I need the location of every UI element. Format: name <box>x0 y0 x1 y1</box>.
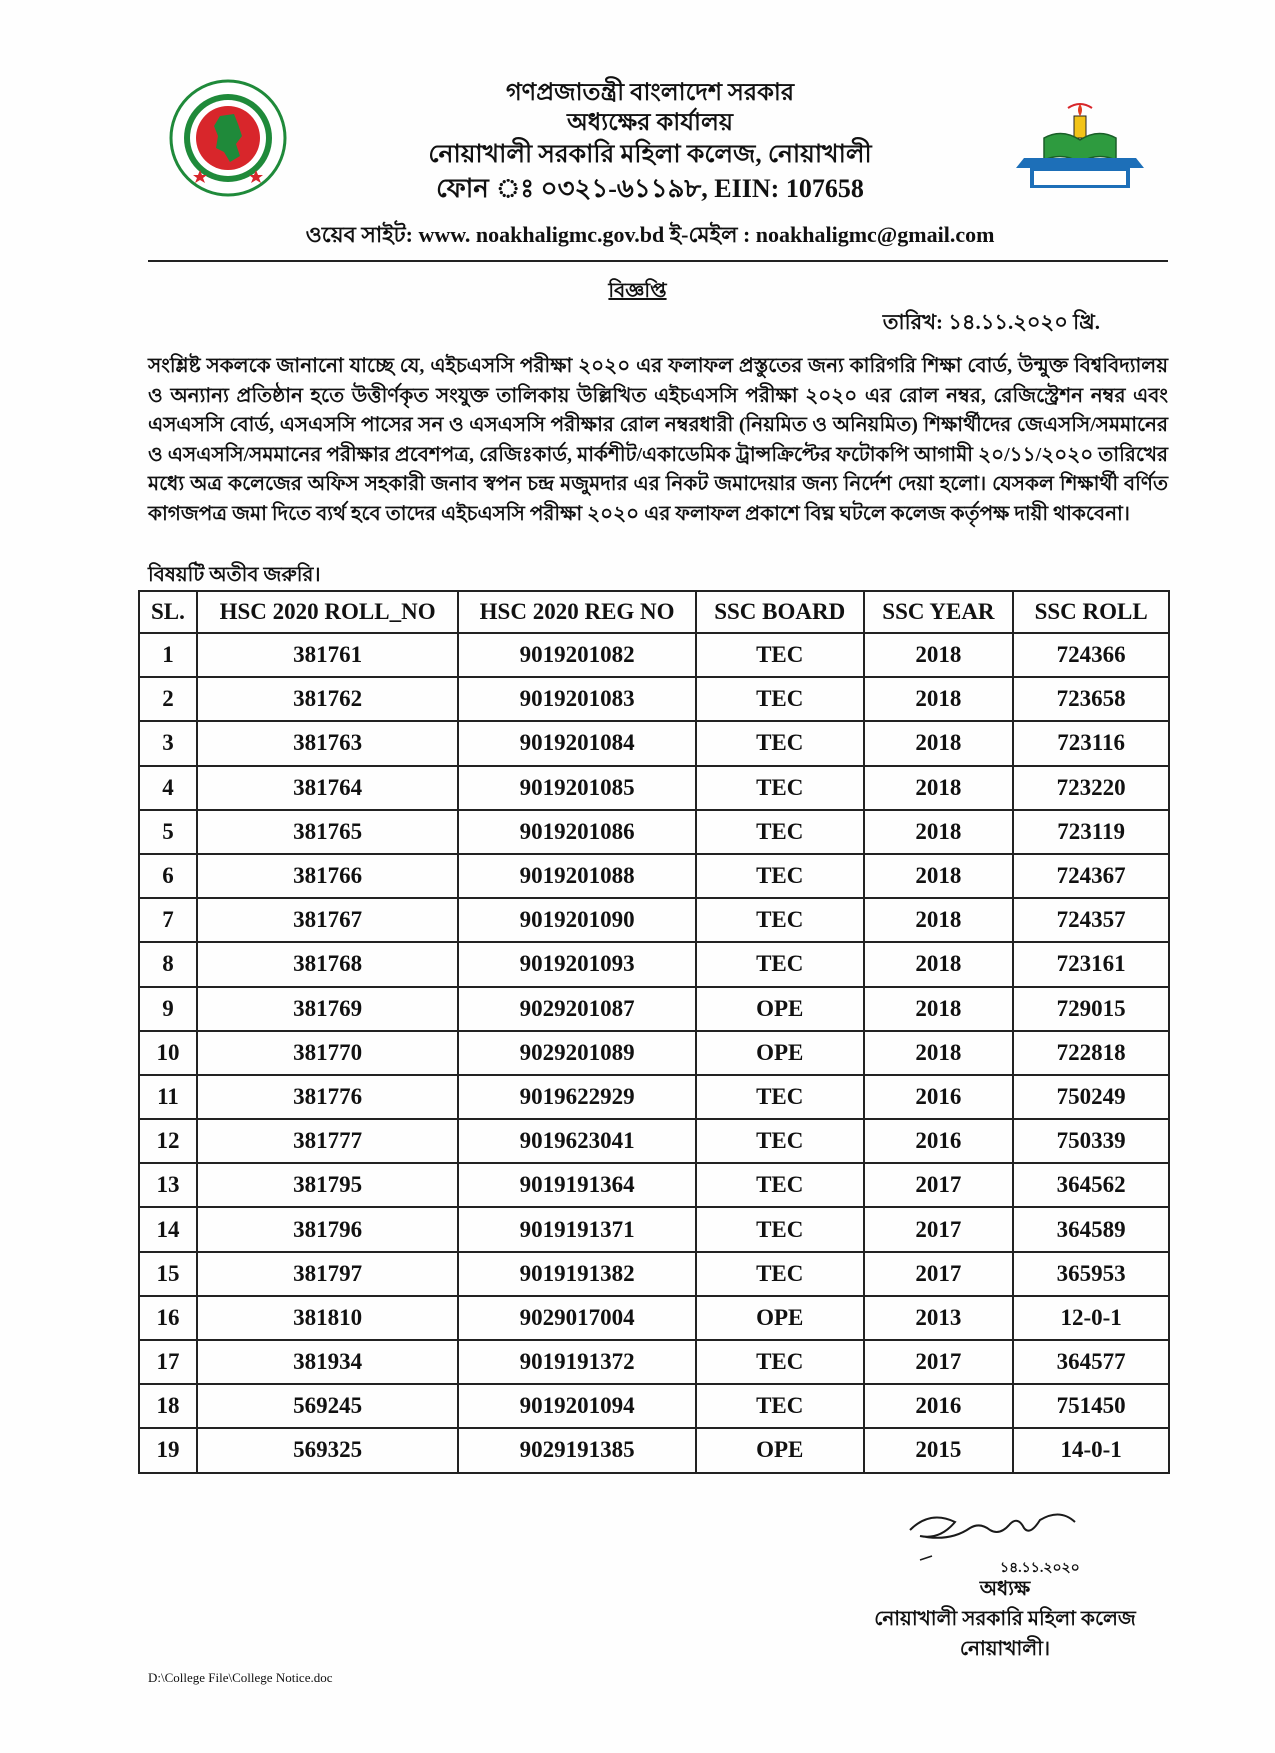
table-body <box>139 633 1169 1473</box>
government-name: গণপ্রজাতন্ত্রী বাংলাদেশ সরকার <box>505 80 795 106</box>
table-row <box>139 1031 1169 1075</box>
letterhead-text <box>300 78 1000 206</box>
table-row <box>139 1075 1169 1119</box>
cell-hsc-roll: 381777 <box>197 1119 458 1163</box>
cell-ssc-year: 2017 <box>864 1207 1014 1251</box>
cell-hsc-reg: 9029017004 <box>458 1296 696 1340</box>
cell-ssc-roll: 365953 <box>1013 1252 1169 1296</box>
cell-ssc-year: 2013 <box>864 1296 1014 1340</box>
cell-sl: 9 <box>139 987 197 1031</box>
cell-hsc-roll: 381776 <box>197 1075 458 1119</box>
cell-ssc-roll: 723220 <box>1013 766 1169 810</box>
cell-ssc-year: 2018 <box>864 854 1014 898</box>
signature-date: ১৪.১১.২০২০ <box>1000 1561 1080 1576</box>
cell-sl: 17 <box>139 1340 197 1384</box>
cell-ssc-year: 2018 <box>864 898 1014 942</box>
table-row <box>139 1119 1169 1163</box>
cell-sl: 15 <box>139 1252 197 1296</box>
cell-hsc-roll: 381763 <box>197 721 458 765</box>
cell-hsc-reg: 9019622929 <box>458 1075 696 1119</box>
cell-hsc-roll: 381769 <box>197 987 458 1031</box>
table-row <box>139 633 1169 677</box>
table-row <box>139 1207 1169 1251</box>
cell-hsc-reg: 9019201088 <box>458 854 696 898</box>
cell-ssc-board: TEC <box>696 1340 864 1384</box>
table-row <box>139 1340 1169 1384</box>
cell-ssc-year: 2018 <box>864 766 1014 810</box>
phone-eiin: ফোন ঃ ০৩২১-৬১১৯৮, EIIN: 107658 <box>436 174 864 203</box>
cell-hsc-reg: 9019191371 <box>458 1207 696 1251</box>
cell-ssc-roll: 364577 <box>1013 1340 1169 1384</box>
cell-hsc-roll: 381810 <box>197 1296 458 1340</box>
cell-ssc-board: OPE <box>696 1031 864 1075</box>
cell-ssc-board: OPE <box>696 1428 864 1472</box>
cell-ssc-board: TEC <box>696 1075 864 1119</box>
cell-sl: 16 <box>139 1296 197 1340</box>
col-ssc-year: SSC YEAR <box>864 591 1014 633</box>
cell-ssc-year: 2016 <box>864 1384 1014 1428</box>
cell-ssc-board: TEC <box>696 810 864 854</box>
cell-hsc-roll: 381764 <box>197 766 458 810</box>
cell-ssc-board: OPE <box>696 1296 864 1340</box>
cell-sl: 18 <box>139 1384 197 1428</box>
cell-ssc-board: TEC <box>696 1252 864 1296</box>
table-row <box>139 721 1169 765</box>
cell-hsc-roll: 381765 <box>197 810 458 854</box>
cell-ssc-roll: 12-0-1 <box>1013 1296 1169 1340</box>
cell-sl: 3 <box>139 721 197 765</box>
cell-hsc-reg: 9029191385 <box>458 1428 696 1472</box>
cell-ssc-roll: 723119 <box>1013 810 1169 854</box>
cell-ssc-roll: 722818 <box>1013 1031 1169 1075</box>
office-name: অধ্যক্ষের কার্যালয় <box>566 110 734 136</box>
cell-ssc-roll: 724366 <box>1013 633 1169 677</box>
college-logo-icon <box>1010 98 1150 198</box>
cell-sl: 4 <box>139 766 197 810</box>
cell-ssc-roll: 729015 <box>1013 987 1169 1031</box>
cell-hsc-roll: 381797 <box>197 1252 458 1296</box>
cell-hsc-reg: 9019191382 <box>458 1252 696 1296</box>
cell-hsc-roll: 381762 <box>197 677 458 721</box>
cell-sl: 14 <box>139 1207 197 1251</box>
cell-ssc-board: TEC <box>696 633 864 677</box>
cell-ssc-year: 2018 <box>864 721 1014 765</box>
cell-hsc-reg: 9019201086 <box>458 810 696 854</box>
student-table <box>138 590 1170 1474</box>
cell-sl: 7 <box>139 898 197 942</box>
cell-hsc-reg: 9029201087 <box>458 987 696 1031</box>
cell-hsc-reg: 9019201082 <box>458 633 696 677</box>
file-path: D:\College File\College Notice.doc <box>148 1670 333 1685</box>
cell-hsc-roll: 381767 <box>197 898 458 942</box>
cell-ssc-board: TEC <box>696 766 864 810</box>
table-row <box>139 854 1169 898</box>
cell-hsc-roll: 381761 <box>197 633 458 677</box>
col-hsc-reg: HSC 2020 REG NO <box>458 591 696 633</box>
cell-ssc-roll: 724367 <box>1013 854 1169 898</box>
cell-hsc-roll: 569245 <box>197 1384 458 1428</box>
cell-ssc-board: TEC <box>696 1119 864 1163</box>
cell-ssc-year: 2017 <box>864 1340 1014 1384</box>
cell-hsc-roll: 381795 <box>197 1163 458 1207</box>
cell-ssc-board: TEC <box>696 721 864 765</box>
cell-hsc-reg: 9019201094 <box>458 1384 696 1428</box>
principal-block <box>840 1574 1170 1664</box>
table-row <box>139 1428 1169 1472</box>
cell-ssc-roll: 364562 <box>1013 1163 1169 1207</box>
principal-college: নোয়াখালী সরকারি মহিলা কলেজ <box>874 1608 1136 1630</box>
header-divider <box>148 260 1168 262</box>
table-row <box>139 987 1169 1031</box>
cell-ssc-year: 2018 <box>864 1031 1014 1075</box>
notice-body: সংশ্লিষ্ট সকলকে জানানো যাচ্ছে যে, এইচএসসি পরীক্ষা ২০২০ এর ফলাফল প্রস্তুতের জন্য কারিগরি শিক্ষা বোর্ড, উন্মুক্ত বিশ্ববিদ্যালয় ও অন্যান্য প্রতিষ্ঠান হতে উত্তীর্ণকৃত সংযুক্ত তালিকায় উল্লিখিত এইচএসসি পরীক্ষা ২০২০ এর রোল নম্বর, রেজিস্ট্রেশন নম্বর এবং এসএসসি বোর্ড, এসএসসি পাসের সন ও এসএসসি পরীক্ষার রোল নম্বরধারী (নিয়মিত ও অনিয়মিত) শিক্ষার্থীদের জেএসসি/সমমানের ও এসএসসি/সমমানের পরীক্ষার প্রবেশপত্র, রেজিঃকার্ড, মার্কশীট/একাডেমিক ট্রান্সক্রিপ্টের ফটোকপি আগামী ২০/১১/২০২০ তারিখের মধ্যে অত্র কলেজের অফিস সহকারী জনাব স্বপন চন্দ্র মজুমদার এর নিকট জমাদেয়ার জন্য নির্দেশ দেয়া হলো। যেসকল শিক্ষার্থী বর্ণিত কাগজপত্র জমা দিতে ব্যর্থ হবে তাদের এইচএসসি পরীক্ষা ২০২০ এর ফলাফল প্রকাশে বিঘ্ন ঘটলে কলেজ কর্তৃপক্ষ দায়ী থাকবেনা। <box>148 355 1168 525</box>
cell-ssc-board: TEC <box>696 898 864 942</box>
cell-ssc-year: 2018 <box>864 810 1014 854</box>
cell-sl: 1 <box>139 633 197 677</box>
cell-hsc-reg: 9019201093 <box>458 942 696 986</box>
table-row <box>139 1296 1169 1340</box>
table-row <box>139 1163 1169 1207</box>
cell-ssc-board: TEC <box>696 677 864 721</box>
col-ssc-roll: SSC ROLL <box>1013 591 1169 633</box>
table-row <box>139 1384 1169 1428</box>
cell-ssc-roll: 723658 <box>1013 677 1169 721</box>
table-row <box>139 766 1169 810</box>
cell-hsc-reg: 9019201083 <box>458 677 696 721</box>
table-row <box>139 1252 1169 1296</box>
cell-hsc-roll: 381766 <box>197 854 458 898</box>
cell-sl: 5 <box>139 810 197 854</box>
cell-hsc-roll: 569325 <box>197 1428 458 1472</box>
col-sl: SL. <box>139 591 197 633</box>
cell-ssc-board: TEC <box>696 1163 864 1207</box>
notice-date: তারিখ: ১৪.১১.২০২০ খ্রি. <box>882 310 1100 334</box>
cell-sl: 19 <box>139 1428 197 1472</box>
cell-sl: 12 <box>139 1119 197 1163</box>
principal-place: নোয়াখালী। <box>959 1638 1051 1660</box>
cell-hsc-reg: 9019191364 <box>458 1163 696 1207</box>
cell-ssc-year: 2018 <box>864 633 1014 677</box>
cell-ssc-roll: 723116 <box>1013 721 1169 765</box>
cell-ssc-year: 2015 <box>864 1428 1014 1472</box>
cell-ssc-roll: 750339 <box>1013 1119 1169 1163</box>
table-row <box>139 810 1169 854</box>
cell-ssc-year: 2017 <box>864 1163 1014 1207</box>
table-row <box>139 942 1169 986</box>
cell-sl: 2 <box>139 677 197 721</box>
website-email-line: ওয়েব সাইট: www. noakhaligmc.gov.bd ই-মেইল : noakhaligmc@gmail.com <box>305 222 995 247</box>
cell-hsc-reg: 9019201090 <box>458 898 696 942</box>
cell-hsc-reg: 9019201084 <box>458 721 696 765</box>
cell-ssc-board: TEC <box>696 1384 864 1428</box>
principal-title: অধ্যক্ষ <box>979 1578 1031 1600</box>
cell-ssc-year: 2018 <box>864 677 1014 721</box>
cell-ssc-board: TEC <box>696 1207 864 1251</box>
cell-sl: 8 <box>139 942 197 986</box>
cell-ssc-board: OPE <box>696 987 864 1031</box>
cell-sl: 13 <box>139 1163 197 1207</box>
col-ssc-board: SSC BOARD <box>696 591 864 633</box>
cell-sl: 11 <box>139 1075 197 1119</box>
cell-hsc-roll: 381796 <box>197 1207 458 1251</box>
cell-hsc-roll: 381934 <box>197 1340 458 1384</box>
cell-ssc-roll: 14-0-1 <box>1013 1428 1169 1472</box>
cell-ssc-year: 2017 <box>864 1252 1014 1296</box>
cell-hsc-roll: 381770 <box>197 1031 458 1075</box>
cell-ssc-roll: 750249 <box>1013 1075 1169 1119</box>
cell-hsc-roll: 381768 <box>197 942 458 986</box>
cell-ssc-board: TEC <box>696 854 864 898</box>
cell-ssc-year: 2016 <box>864 1075 1014 1119</box>
table-header-row <box>139 591 1169 633</box>
cell-hsc-reg: 9029201089 <box>458 1031 696 1075</box>
notice-title: বিজ্ঞপ্তি <box>608 280 667 302</box>
cell-hsc-reg: 9019623041 <box>458 1119 696 1163</box>
cell-sl: 6 <box>139 854 197 898</box>
college-name: নোয়াখালী সরকারি মহিলা কলেজ, নোয়াখালী <box>428 141 872 168</box>
cell-ssc-roll: 724357 <box>1013 898 1169 942</box>
cell-ssc-board: TEC <box>696 942 864 986</box>
cell-ssc-year: 2018 <box>864 987 1014 1031</box>
table-row <box>139 898 1169 942</box>
cell-ssc-year: 2018 <box>864 942 1014 986</box>
cell-ssc-roll: 364589 <box>1013 1207 1169 1251</box>
cell-ssc-roll: 751450 <box>1013 1384 1169 1428</box>
col-hsc-roll: HSC 2020 ROLL_NO <box>197 591 458 633</box>
cell-sl: 10 <box>139 1031 197 1075</box>
cell-hsc-reg: 9019191372 <box>458 1340 696 1384</box>
urgent-note: বিষয়টি অতীব জরুরি। <box>148 564 321 586</box>
letterhead <box>0 60 1275 260</box>
table-row <box>139 677 1169 721</box>
cell-ssc-year: 2016 <box>864 1119 1014 1163</box>
cell-ssc-roll: 723161 <box>1013 942 1169 986</box>
bangladesh-govt-seal-icon <box>168 78 288 198</box>
cell-hsc-reg: 9019201085 <box>458 766 696 810</box>
